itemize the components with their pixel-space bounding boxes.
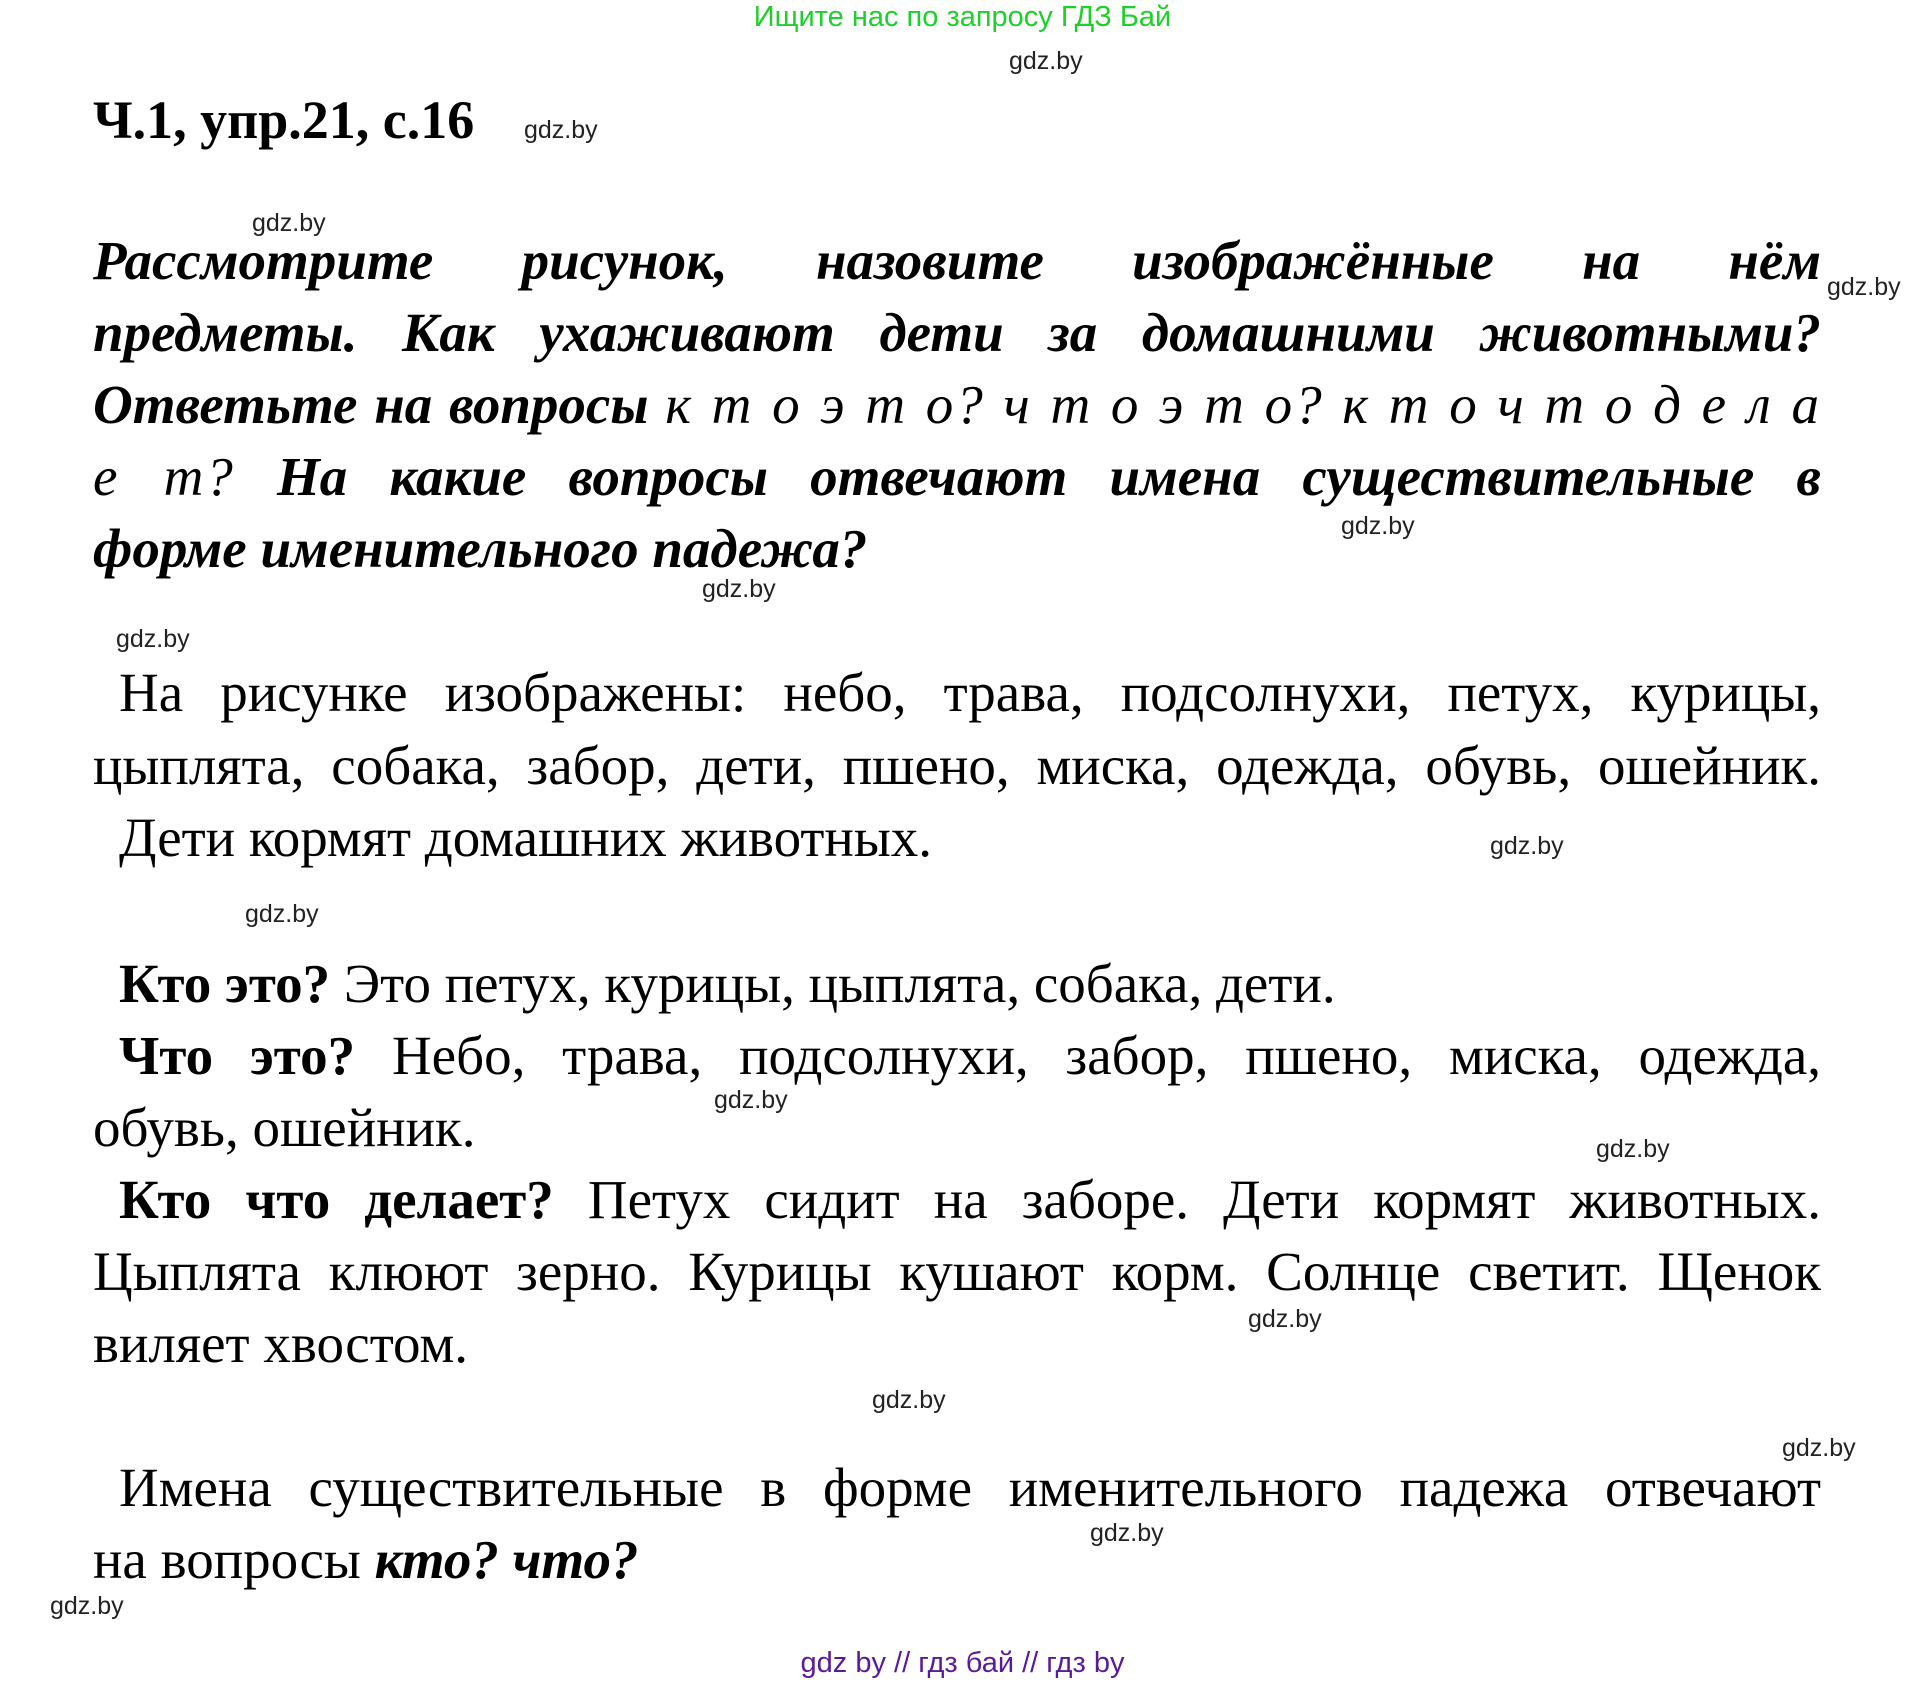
- watermark: gdz.by: [1596, 1135, 1670, 1163]
- search-banner: Ищите нас по запросу ГДЗ Бай: [753, 1, 1172, 33]
- task-line-2: предметы. Как ухаживают дети за домашними животными?: [93, 302, 1821, 363]
- doing-text: Петух сидит на заборе. Дети кормят животных.: [587, 1169, 1821, 1230]
- task-line-1: Рассмотрите рисунок, назовите изображённые на нём: [93, 230, 1821, 291]
- task-line-4: [93, 441, 1821, 513]
- task-line-4-spaced: е т?: [93, 446, 235, 507]
- who-answer: [119, 948, 1821, 1020]
- watermark: gdz.by: [245, 900, 319, 928]
- doing-answer: [119, 1164, 1821, 1236]
- answer-line: Дети кормят домашних животных.: [119, 807, 933, 868]
- watermark: gdz.by: [1248, 1305, 1322, 1333]
- doing-question: Кто что делает?: [119, 1169, 554, 1230]
- final-line-2: [93, 1524, 1821, 1596]
- watermark: gdz.by: [1782, 1434, 1856, 1462]
- watermark: gdz.by: [1341, 512, 1415, 540]
- task-line-5: форме именительного падежа?: [93, 518, 868, 579]
- answer-line: цыплята, собака, забор, дети, пшено, миска, одежда, обувь, ошейник.: [93, 735, 1821, 796]
- final-line-1: Имена существительные в форме именительного падежа отвечают: [119, 1457, 1821, 1518]
- watermark: gdz.by: [1490, 832, 1564, 860]
- page-title: Ч.1, упр.21, с.16: [93, 90, 475, 150]
- watermark: gdz.by: [50, 1592, 124, 1620]
- what-answer: [119, 1020, 1821, 1092]
- answer-line: На рисунке изображены: небо, трава, подсолнухи, петух, курицы,: [119, 662, 1821, 723]
- watermark: gdz.by: [116, 625, 190, 653]
- final-emphasis: кто? что?: [374, 1529, 639, 1590]
- footer-banner: gdz by // гдз бай // гдз by: [800, 1647, 1125, 1679]
- task-line-3: [93, 369, 1821, 441]
- watermark: gdz.by: [702, 575, 776, 603]
- who-text: Это петух, курицы, цыплята, собака, дети.: [343, 953, 1336, 1014]
- who-question: Кто это?: [119, 953, 331, 1014]
- answer-line: Цыплята клюют зерно. Курицы кушают корм. Солнце светит. Щенок: [93, 1241, 1821, 1302]
- answer-line: виляет хвостом.: [93, 1313, 469, 1374]
- watermark: gdz.by: [1827, 273, 1901, 301]
- answer-line: обувь, ошейник.: [93, 1097, 476, 1158]
- task-line-3-bold: Ответьте на вопросы: [93, 374, 649, 435]
- watermark: gdz.by: [1090, 1519, 1164, 1547]
- watermark: gdz.by: [524, 116, 598, 144]
- watermark: gdz.by: [1009, 47, 1083, 75]
- final-plain: на вопросы: [93, 1529, 361, 1590]
- what-question: Что это?: [119, 1025, 356, 1086]
- task-line-4-bold: На какие вопросы отвечают имена существительные в: [276, 446, 1821, 507]
- what-text: Небо, трава, подсолнухи, забор, пшено, миска, одежда,: [391, 1025, 1821, 1086]
- watermark: gdz.by: [252, 209, 326, 237]
- task-line-3-spaced: к т о э т о? ч т о э т о? к т о ч т о д е л а: [665, 374, 1821, 435]
- watermark: gdz.by: [872, 1386, 946, 1414]
- watermark: gdz.by: [714, 1086, 788, 1114]
